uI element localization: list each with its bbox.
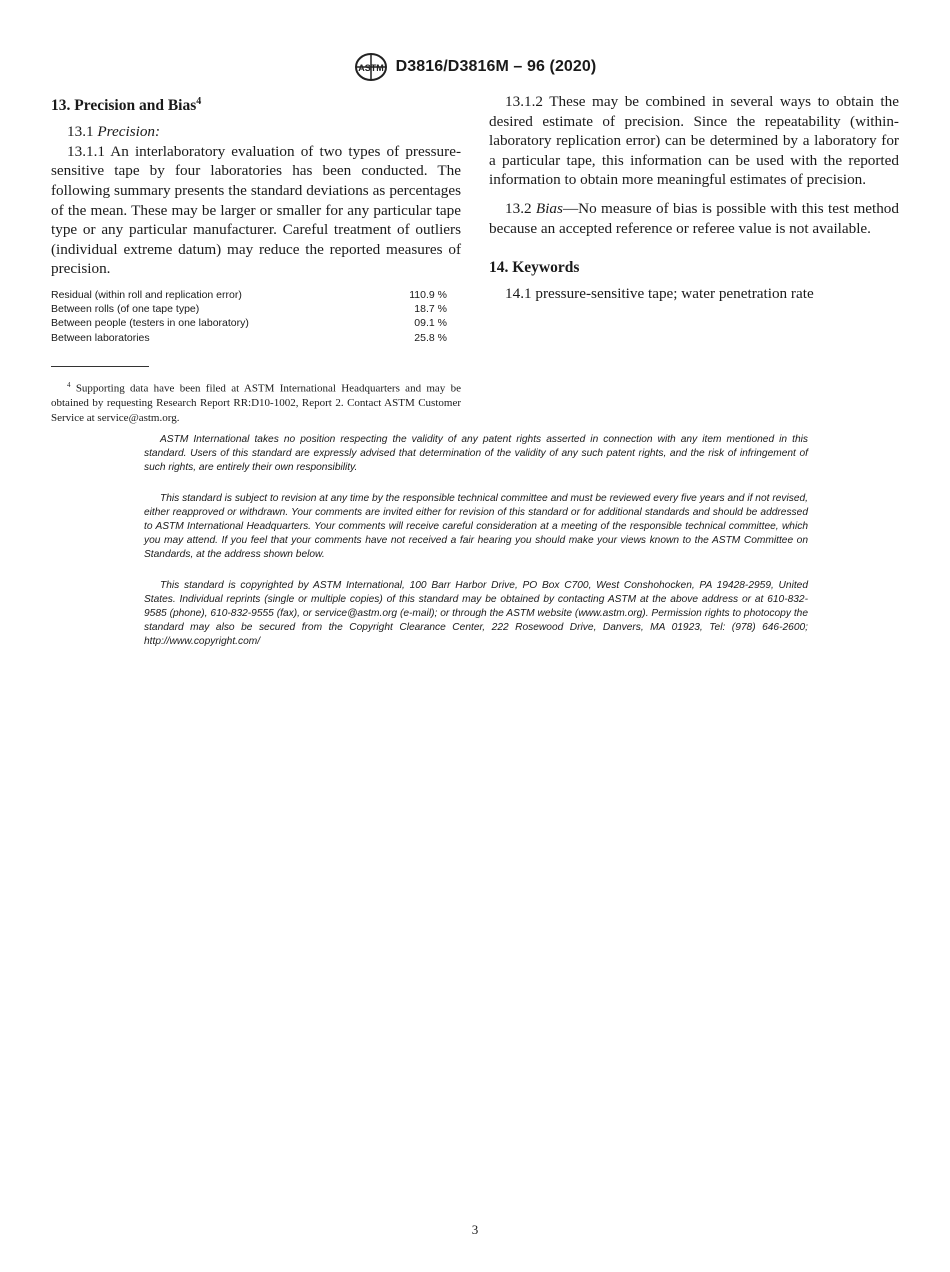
page-number: 3 [471,1222,479,1237]
footnote-divider [51,366,149,367]
logo-text: ASTM [357,63,384,73]
paragraph-13-2: 13.2 Bias—No measure of bias is possible with this test method because an accepted reference or referee value is not available. [489,199,899,237]
paragraph-13-1: 13.1 Precision: [67,123,161,141]
row-label: Between rolls (of one tape type) [51,303,200,316]
table-row [51,302,447,316]
row-value: 25.8 % [414,331,447,344]
paragraph-14-1: 14.1 pressure-sensitive tape; water penetration rate [505,285,814,303]
revision-notice: This standard is subject to revision at any time by the responsible technical committee and must be reviewed every five years and if not revised, either reapproved or withdrawn. Your comments are invited either for revision of this standard or for additional standards and should be addressed to ASTM International Headquarters. Your comments will receive careful consideration at a meeting of the responsible technical committee, which you may attend. If you feel that your comments have not received a fair hearing you should make your views known to the ASTM Committee on Standards, at the address shown below. [144,493,808,560]
row-label: Between people (testers in one laboratory) [51,317,249,330]
left-column [51,92,461,436]
paragraph-13-1-1: 13.1.1 An interlaboratory evaluation of two types of pressure-sensitive tape by four laboratories has been conducted. The following summary presents the standard deviations as percentages of the mean. These may be larger or smaller for any particular tape type or any particular manufacturer. Careful treatment of outliers (individual extreme datum) may reduce the reported measures of precision. [51,142,461,278]
table-row [51,288,447,302]
page-header [0,52,950,82]
row-value: 110.9 % [409,288,447,301]
table-row [51,316,447,330]
footnote-ref[interactable]: 4 [196,96,202,107]
patent-notice: ASTM International takes no position respecting the validity of any patent rights asserted in connection with any item mentioned in this standard. Users of this standard are expressly advised that determination of the validity of any such patent rights, and the risk of infringement of such rights, are entirely their own responsibility. [144,434,808,473]
table-row [51,331,447,345]
right-column [489,92,899,304]
row-label: Residual (within roll and replication error) [51,288,242,301]
copyright-notice: This standard is copyrighted by ASTM International, 100 Barr Harbor Drive, PO Box C700, West Conshohocken, PA 19428-2959, United States. Individual reprints (single or multiple copies) of this standard may be obtained by contacting ASTM at the above address or at 610-832-9585 (phone), 610-832-9555 (fax), or service@astm.org (e-mail); or through the ASTM website (www.astm.org). Permission rights to photocopy the standard may also be secured from the Copyright Clearance Center, 222 Rosewood Drive, Danvers, MA 01923, Tel: (978) 646-2600; http://www.copyright.com/ [144,580,808,647]
row-value: 09.1 % [414,317,447,330]
paragraph-13-1-2: 13.1.2 These may be combined in several ways to obtain the desired estimate of precision. Since the repeatability (within-laboratory replication error) can be determined by a laboratory for a particular tape, this information can be used with the reported information to obtain more meaningful estimates of precision. [489,93,899,189]
section-13-heading: 13. Precision and Bias$^4$ [51,96,202,115]
astm-logo-icon [354,52,388,82]
row-value: 18.7 % [414,303,447,316]
precision-table [51,288,447,345]
row-label: Between laboratories [51,331,150,344]
astm-notices [144,433,808,666]
standard-designation: D3816/D3816M – 96 (2020) [395,58,597,75]
section-14-heading: 14. Keywords [489,259,580,277]
footnote-4: $^4$ Supporting data have been filed at ASTM International Headquarters and may be obtained by requesting Research Report RR:D10-1002, Report 2. Contact ASTM Customer Service at service@astm.org. [51,380,461,424]
